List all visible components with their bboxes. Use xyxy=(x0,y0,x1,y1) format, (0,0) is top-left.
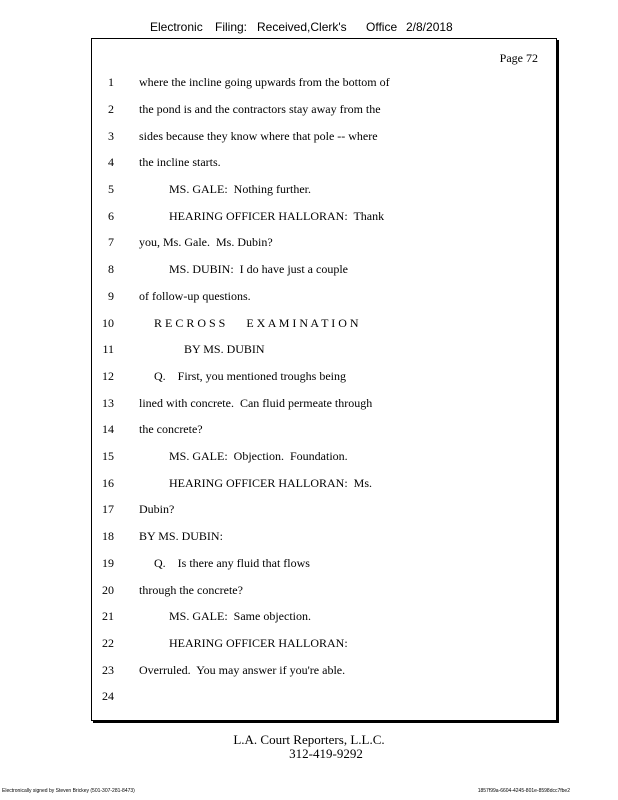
line-text: Dubin? xyxy=(139,502,175,516)
line-text: BY MS. DUBIN xyxy=(139,342,265,356)
transcript-line xyxy=(92,582,558,598)
line-text: through the concrete? xyxy=(139,583,243,597)
reporter-phone: 312-419-9292 xyxy=(289,746,363,761)
line-number: 22 xyxy=(102,636,114,650)
line-text: you, Ms. Gale. Ms. Dubin? xyxy=(139,235,273,249)
line-text: Q. First, you mentioned troughs being xyxy=(139,369,346,383)
line-number: 16 xyxy=(102,476,114,490)
line-text: MS. DUBIN: I do have just a couple xyxy=(139,262,348,276)
transcript-line xyxy=(92,288,558,304)
line-number: 12 xyxy=(102,369,114,383)
transcript-line xyxy=(92,662,558,678)
line-number: 3 xyxy=(108,129,114,143)
transcript-line xyxy=(92,448,558,464)
transcript-line xyxy=(92,234,558,250)
line-number: 10 xyxy=(102,316,114,330)
line-number: 21 xyxy=(102,609,114,623)
line-text: R E C R O S S E X A M I N A T I O N xyxy=(139,316,359,330)
line-number: 23 xyxy=(102,663,114,677)
line-number: 9 xyxy=(108,289,114,303)
line-text: the concrete? xyxy=(139,422,203,436)
line-number: 4 xyxy=(108,155,114,169)
header-filing: Filing: xyxy=(215,20,248,34)
document-hash: 1857f99a-6604-4245-801e-8598dcc7fbe2 xyxy=(477,788,570,794)
header-electronic: Electronic xyxy=(150,20,203,34)
transcript-line xyxy=(92,74,558,90)
transcript-line xyxy=(92,421,558,437)
line-number: 7 xyxy=(108,235,114,249)
line-text: MS. GALE: Objection. Foundation. xyxy=(139,449,348,463)
transcript-line xyxy=(92,475,558,491)
line-number: 20 xyxy=(102,583,114,597)
transcript-line xyxy=(92,395,558,411)
line-number: 6 xyxy=(108,209,114,223)
transcript-line xyxy=(92,555,558,571)
transcript-page xyxy=(91,38,557,721)
line-text: where the incline going upwards from the bottom of xyxy=(139,75,390,89)
transcript-line xyxy=(92,368,558,384)
transcript-line xyxy=(92,315,558,331)
line-text: BY MS. DUBIN: xyxy=(139,529,223,543)
line-text: HEARING OFFICER HALLORAN: Ms. xyxy=(139,476,373,490)
line-number: 19 xyxy=(102,556,114,570)
line-number: 15 xyxy=(102,449,114,463)
line-number: 13 xyxy=(102,396,114,410)
line-number: 24 xyxy=(102,689,114,703)
electronic-signature: Electronically signed by Steven Brickey (501-307-281-8473) xyxy=(2,788,135,794)
line-text: sides because they know where that pole -- where xyxy=(139,129,378,143)
line-text: Q. Is there any fluid that flows xyxy=(139,556,310,570)
line-text: Overruled. You may answer if you're able. xyxy=(139,663,346,677)
line-text: the incline starts. xyxy=(139,155,221,169)
page-number: Page 72 xyxy=(499,51,538,65)
reporter-company: L.A. Court Reporters, L.L.C. xyxy=(233,732,385,747)
line-text: MS. GALE: Nothing further. xyxy=(139,182,311,196)
transcript-line xyxy=(92,528,558,544)
line-text: the pond is and the contractors stay away from the xyxy=(139,102,381,116)
transcript-line xyxy=(92,261,558,277)
header-date: 2/8/2018 xyxy=(406,20,453,34)
transcript-line xyxy=(92,154,558,170)
line-number: 5 xyxy=(108,182,114,196)
line-text: of follow-up questions. xyxy=(139,289,251,303)
line-text: HEARING OFFICER HALLORAN: Thank xyxy=(139,209,385,223)
transcript-line xyxy=(92,688,558,704)
transcript-line xyxy=(92,101,558,117)
line-number: 14 xyxy=(102,422,114,436)
line-number: 18 xyxy=(102,529,114,543)
transcript-line xyxy=(92,181,558,197)
transcript-line xyxy=(92,128,558,144)
transcript-line xyxy=(92,208,558,224)
line-text: MS. GALE: Same objection. xyxy=(139,609,311,623)
header-office: Office xyxy=(366,20,398,34)
header-received: Received,Clerk's xyxy=(257,20,347,34)
line-number: 17 xyxy=(102,502,114,516)
line-number: 8 xyxy=(108,262,114,276)
line-text: lined with concrete. Can fluid permeate through xyxy=(139,396,373,410)
line-number: 1 xyxy=(108,75,114,89)
transcript-line xyxy=(92,608,558,624)
line-text: HEARING OFFICER HALLORAN: xyxy=(139,636,348,650)
transcript-line xyxy=(92,341,558,357)
line-number: 2 xyxy=(108,102,114,116)
transcript-line xyxy=(92,501,558,517)
line-number: 11 xyxy=(102,342,114,356)
transcript-line xyxy=(92,635,558,651)
